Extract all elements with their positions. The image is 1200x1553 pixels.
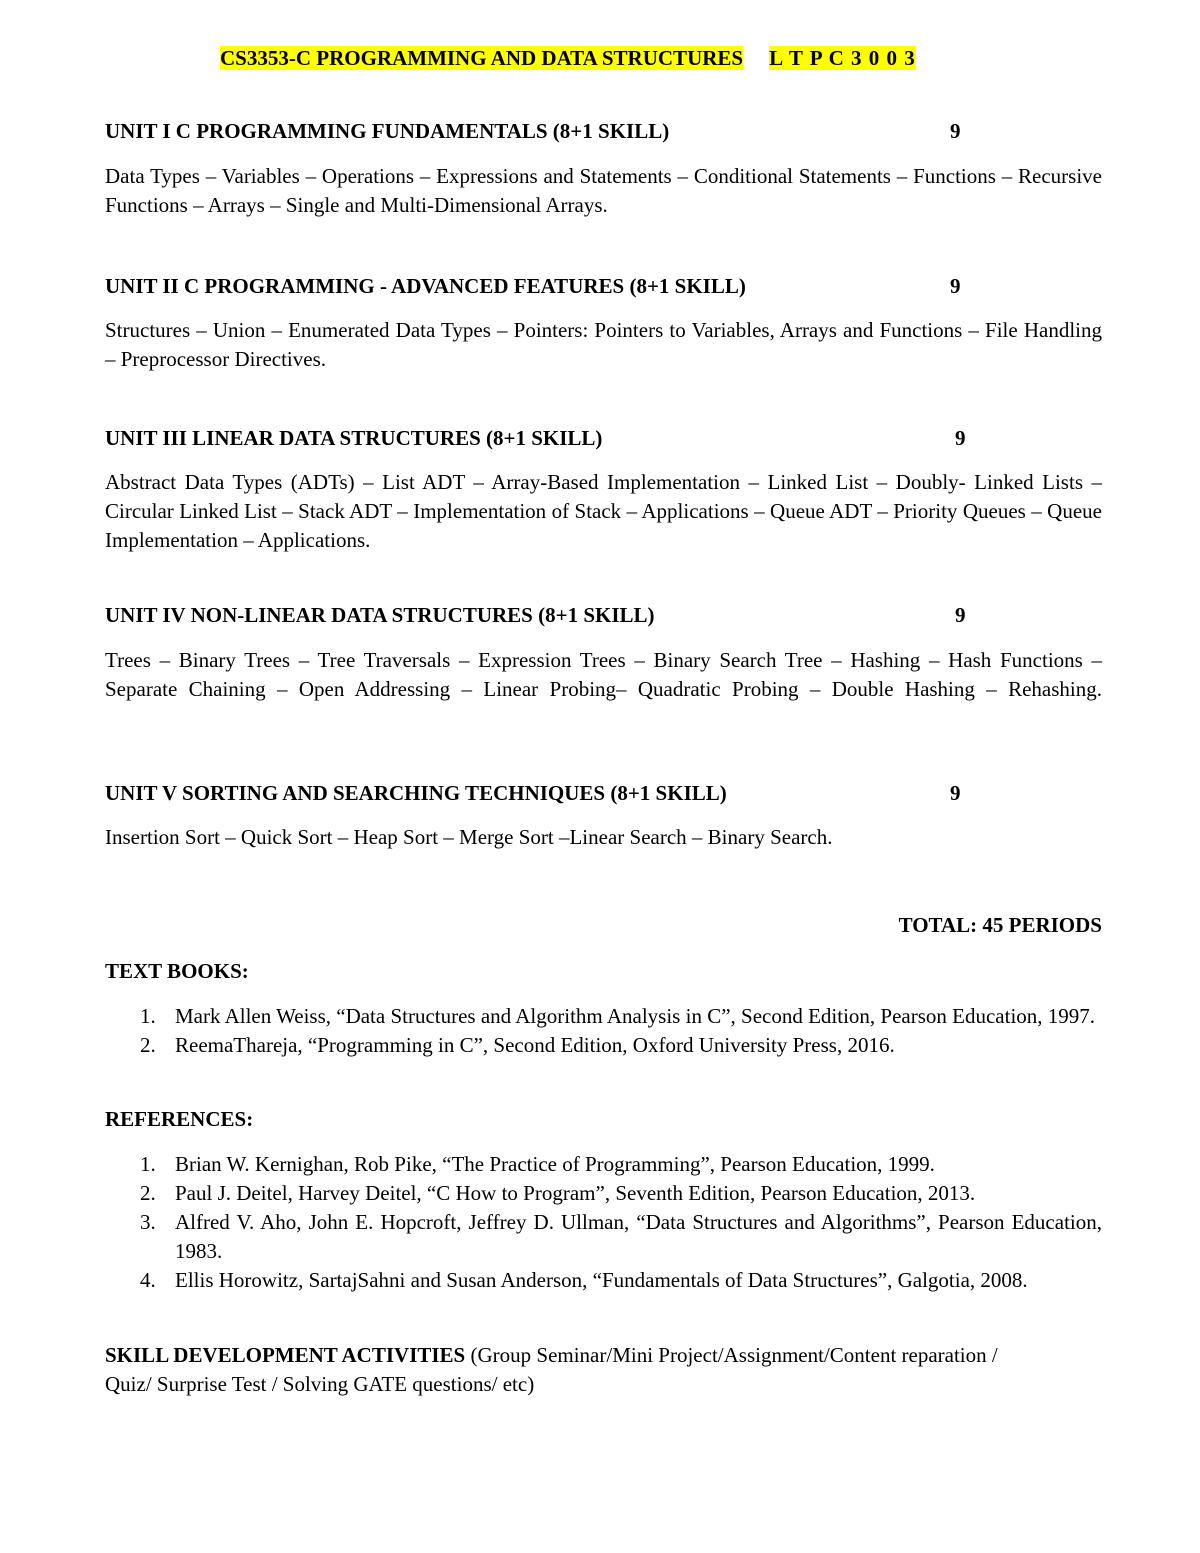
list-number: 2.: [140, 1181, 156, 1205]
unit-hours: 9: [955, 426, 966, 450]
unit-content: Insertion Sort – Quick Sort – Heap Sort – Merge Sort –Linear Search – Binary Search.: [105, 825, 833, 849]
ltpc-credits: L T P C 3 0 0 3: [769, 46, 916, 70]
skill-label: SKILL DEVELOPMENT ACTIVITIES: [105, 1343, 466, 1367]
unit-hours: 9: [950, 274, 961, 298]
unit-heading: [105, 601, 1102, 630]
textbooks-heading: TEXT BOOKS:: [105, 959, 249, 983]
unit-content: Structures – Union – Enumerated Data Types – Pointers: Pointers to Variables, Arrays and Functions – File Handling – Preprocessor Directives.: [105, 318, 1102, 371]
total-periods: TOTAL: 45 PERIODS: [898, 913, 1102, 937]
unit-hours: 9: [955, 603, 966, 627]
skill-development: [105, 1341, 1005, 1399]
unit-title: UNIT IV NON-LINEAR DATA STRUCTURES (8+1 SKILL): [105, 603, 655, 627]
book-citation: ReemaThareja, “Programming in C”, Second Edition, Oxford University Press, 2016.: [175, 1033, 895, 1057]
syllabus-page: [105, 0, 1102, 1553]
unit-hours: 9: [950, 781, 961, 805]
list-number: 3.: [140, 1210, 156, 1234]
list-item: [140, 1179, 1102, 1208]
unit-title: UNIT III LINEAR DATA STRUCTURES (8+1 SKILL): [105, 426, 603, 450]
unit-title: UNIT II C PROGRAMMING - ADVANCED FEATURES (8+1 SKILL): [105, 274, 746, 298]
unit-title: UNIT I C PROGRAMMING FUNDAMENTALS (8+1 SKILL): [105, 119, 670, 143]
list-item: [140, 1266, 1102, 1295]
course-title: [220, 44, 916, 73]
list-number: 1.: [140, 1152, 156, 1176]
list-item: [140, 1150, 1102, 1179]
reference-citation: Alfred V. Aho, John E. Hopcroft, Jeffrey D. Ullman, “Data Structures and Algorithms”, Pearson Education, 1983.: [175, 1210, 1102, 1263]
unit-heading: [105, 272, 1102, 301]
reference-citation: Brian W. Kernighan, Rob Pike, “The Practice of Programming”, Pearson Education, 1999.: [175, 1152, 935, 1176]
course-code-title: CS3353-C PROGRAMMING AND DATA STRUCTURES: [220, 46, 744, 70]
unit-content: Abstract Data Types (ADTs) – List ADT – Array-Based Implementation – Linked List – Doubly- Linked Lists – Circular Linked List – Stack ADT – Implementation of Stack – Applications – Queue ADT – Priority Queues – Queue Implementation – Applications.: [105, 470, 1102, 552]
unit-heading: [105, 424, 1102, 453]
unit-heading: [105, 779, 1102, 808]
list-item: [140, 1002, 1102, 1031]
unit-heading: [105, 117, 1102, 146]
references-heading: REFERENCES:: [105, 1107, 254, 1131]
references-list: [105, 1150, 1102, 1295]
unit-content: Trees – Binary Trees – Tree Traversals – Expression Trees – Binary Search Tree – Hashing – Hash Functions – Separate Chaining – Open Addressing – Linear Probing– Quadratic Probing – Double Hashing – Rehashing.: [105, 648, 1102, 701]
list-item: [140, 1031, 1102, 1060]
reference-citation: Paul J. Deitel, Harvey Deitel, “C How to Program”, Seventh Edition, Pearson Education, 2013.: [175, 1181, 976, 1205]
book-citation: Mark Allen Weiss, “Data Structures and Algorithm Analysis in C”, Second Edition, Pearson Education, 1997.: [175, 1004, 1096, 1028]
skill-activities: (Group Seminar/Mini Project/Assignment/Content reparation / Quiz/ Surprise Test / Solving GATE questions/ etc): [105, 1343, 998, 1396]
list-number: 1.: [140, 1004, 156, 1028]
unit-hours: 9: [950, 119, 961, 143]
textbooks-list: [105, 1002, 1102, 1060]
unit-content: Data Types – Variables – Operations – Expressions and Statements – Conditional Statements – Functions – Recursive Functions – Arrays – Single and Multi-Dimensional Arrays.: [105, 164, 1102, 217]
list-number: 4.: [140, 1268, 156, 1292]
unit-title: UNIT V SORTING AND SEARCHING TECHNIQUES (8+1 SKILL): [105, 781, 727, 805]
list-number: 2.: [140, 1033, 156, 1057]
list-item: [140, 1208, 1102, 1266]
reference-citation: Ellis Horowitz, SartajSahni and Susan Anderson, “Fundamentals of Data Structures”, Galgotia, 2008.: [175, 1268, 1028, 1292]
